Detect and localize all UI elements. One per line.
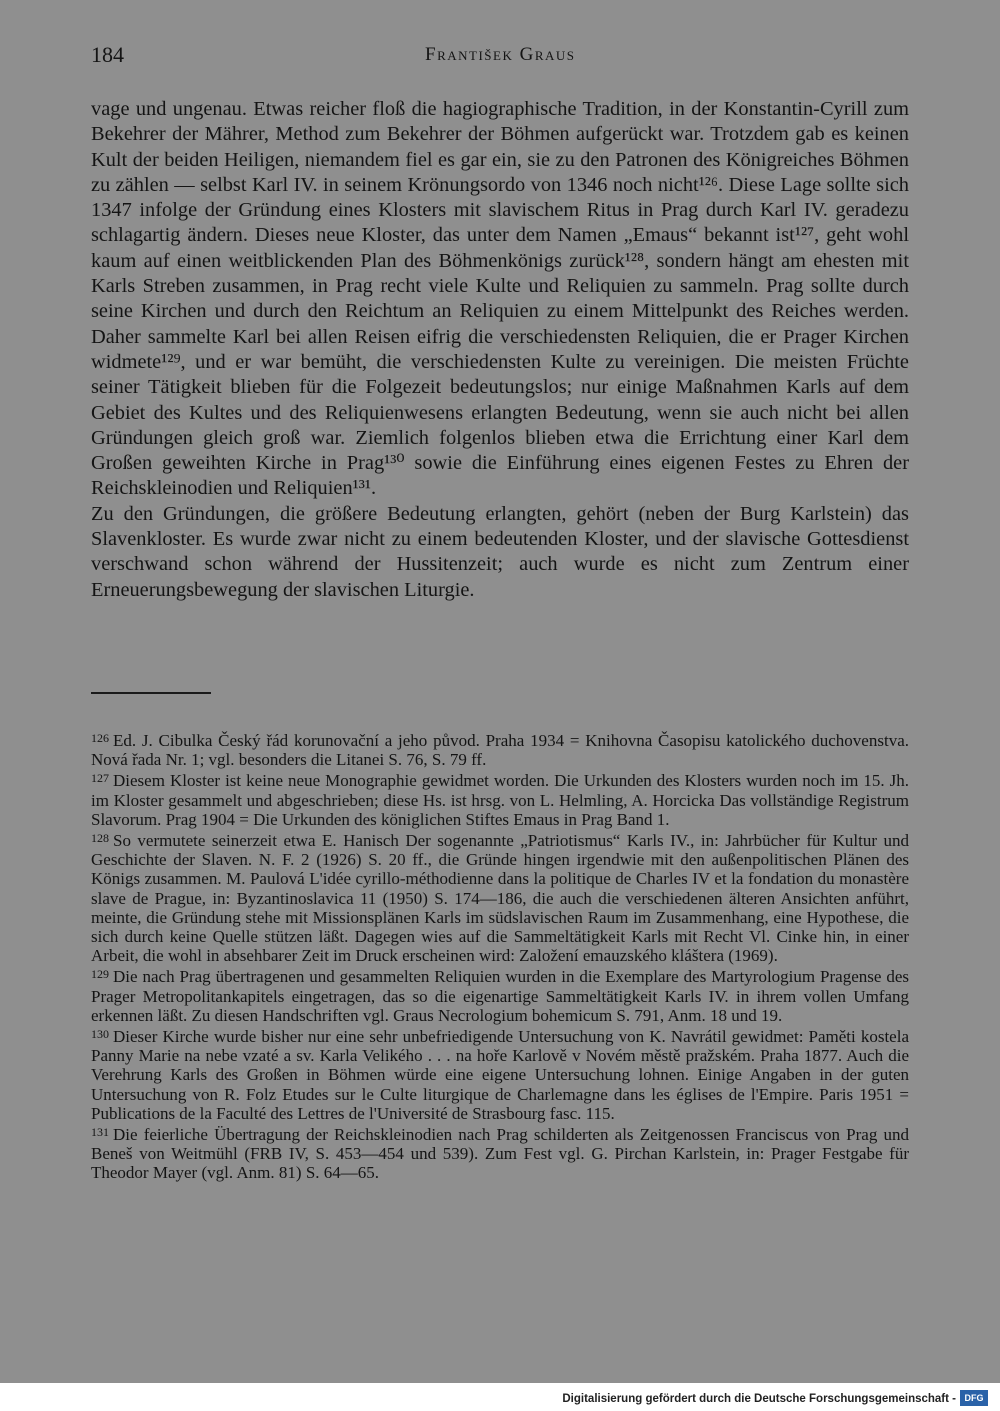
footnote-number: 131 [91,1125,109,1140]
digitization-footer [0,1383,1000,1411]
footnote-number: 126 [91,731,109,745]
footnotes [91,729,909,1183]
footnote-text: Dieser Kirche wurde bisher nur eine sehr unbefriedigende Untersuchung von K. Navrátil gewidmet: Paměti kostela Panny Marie na nebe vzaté a sv. Karla Velikého . . . na hoře Karlově v Novém městě pražském. Praha 1877. Auch die Verehrung Karls des Großen in Böhmen würde eine eigene Untersuchung lohnen. Einige Angaben in der guten Untersuchung von R. Folz Etudes sur le Culte liturgique de Charlemagne dans les églises de l'Empire. Paris 1951 = Publications de la Faculté des Lettres de l'Université de Strasbourg fasc. 115. [91,1027,909,1123]
footnote-131 [91,1123,909,1183]
dfg-logo-icon: DFG [960,1390,988,1406]
footnote-text: Die nach Prag übertragenen und gesammelten Reliquien wurden in die Exemplare des Martyrologium Pragense des Prager Metropolitankapitels eingetragen, das so die eigenartige Sammeltätigkeit Karls IV. in ihrem vollen Umfang erkennen läßt. Zu diesen Handschriften vgl. Graus Necrologium bohemicum S. 791, Anm. 18 und 19. [91,967,909,1025]
footnote-number: 129 [91,967,109,982]
footnote-separator [91,692,211,694]
footnote-130 [91,1025,909,1123]
footnote-126 [91,729,909,769]
footnote-text: Die feierliche Übertragung der Reichskleinodien nach Prag schilderten als Zeitgenossen Franciscus von Prag und Beneš von Weitmühl (FRB IV, S. 453—454 und 539). Zum Fest vgl. G. Pirchan Karlstein, in: Prager Festgabe für Theodor Mayer (vgl. Anm. 81) S. 64—65. [91,1125,909,1183]
footnote-128 [91,829,909,965]
footnote-129 [91,965,909,1025]
footnote-number: 127 [91,771,109,786]
footnote-text: Ed. J. Cibulka Český řád korunovační a jeho původ. Praha 1934 = Knihovna Časopisu katolického duchovenstva. Nová řada Nr. 1; vgl. besonders die Litanei S. 76, S. 79 ff. [91,731,909,770]
main-text [91,97,909,603]
footnote-number: 128 [91,831,109,846]
footnote-number: 130 [91,1027,109,1042]
paragraph-1: vage und ungenau. Etwas reicher floß die hagiographische Tradition, in der Konstantin-Cyrill zum Bekehrer der Mährer, Method zum Bekehrer der Böhmen aufgerückt war. Trotzdem gab es keinen Kult der beiden Heiligen, niemandem fiel es gar ein, sie zu den Patronen des Königreiches Böhmen zu zählen — selbst Karl IV. in seinem Krönungsordo von 1346 noch nicht¹²⁶. Diese Lage sollte sich 1347 infolge der Gründung eines Klosters mit slavischem Ritus in Prag durch Karl IV. geradezu schlagartig ändern. Dieses neue Kloster, das unter dem Namen „Emaus“ bekannt ist¹²⁷, geht wohl kaum auf einen weitblickenden Plan des Böhmenkönigs zurück¹²⁸, sondern hängt am ehesten mit Karls Streben zusammen, in Prag recht viele Kulte und Reliquien zu sammeln. Prag sollte durch seine Kirchen und durch den Reichtum an Reliquien zu einem Mittelpunkt des Reiches werden. Daher sammelte Karl bei allen Reisen eifrig die verschiedensten Reliquien, die er Prager Kirchen widmete¹²⁹, und er war bemüht, die verschiedensten Kulte zu vereinigen. Die meisten Früchte seiner Tätigkeit blieben für die Folgezeit bedeutungslos; nur einige Maßnahmen Karls auf dem Gebiet des Kultes und des Reliquienwesens erlangten Bedeutung, wenn sie auch nicht bei allen Gründungen gleich groß war. Ziemlich folgenlos blieben etwa die Errichtung einer Karl dem Großen geweihten Kirche in Prag¹³⁰ sowie die Einführung eines eigenen Festes zu Ehren der Reichskleinodien und Reliquien¹³¹. [91,98,909,500]
footnote-127 [91,769,909,829]
footnote-text: So vermutete seinerzeit etwa E. Hanisch Der sogenannte „Patriotismus“ Karls IV., in: Jahrbücher für Kultur und Geschichte der Slaven. N. F. 2 (1926) S. 20 ff., die Gründe hingen irgendwie mit den außenpolitischen Plänen des Königs zusammen. M. Paulová L'idée cyrillo-méthodienne dans la politique de Charles IV et la fondation du monastère slave de Prague, in: Byzantinoslavica 11 (1950) S. 174—186, die auch die verschiedenen älteren Ansichten anführt, meinte, die Gründung stehe mit Missionsplänen Karls im südslavischen Raum im Zusammenhang, eine Hypothese, die sich durch keine Quelle stützen läßt. Dagegen wies auf die Sammeltätigkeit Karls mit Recht Vl. Cinke hin, in einer Arbeit, die wohl in absehbarer Zeit im Druck erscheinen wird: Založení emauzského kláštera (1969). [91,831,909,966]
footnote-text: Diesem Kloster ist keine neue Monographie gewidmet worden. Die Urkunden des Klosters wurden noch im 15. Jh. im Kloster gesammelt und abgeschrieben; diese Hs. ist hrsg. von L. Helmling, A. Horcicka Das vollständige Registrum Slavorum. Prag 1904 = Die Urkunden des königlichen Stiftes Emaus in Prag Band 1. [91,771,909,829]
digitization-credit: Digitalisierung gefördert durch die Deutsche Forschungsgemeinschaft - [562,1393,956,1405]
paragraph-2: Zu den Gründungen, die größere Bedeutung erlangten, gehört (neben der Burg Karlstein) das Slavenkloster. Es wurde zwar nicht zu einem bedeutenden Kloster, und der slavische Gottesdienst verschwand schon während der Hussitenzeit; auch wurde es nicht zum Zentrum einer Erneuerungsbewegung der slavischen Liturgie. [91,502,909,601]
running-head: František Graus [425,44,576,65]
page-number: 184 [91,42,124,67]
